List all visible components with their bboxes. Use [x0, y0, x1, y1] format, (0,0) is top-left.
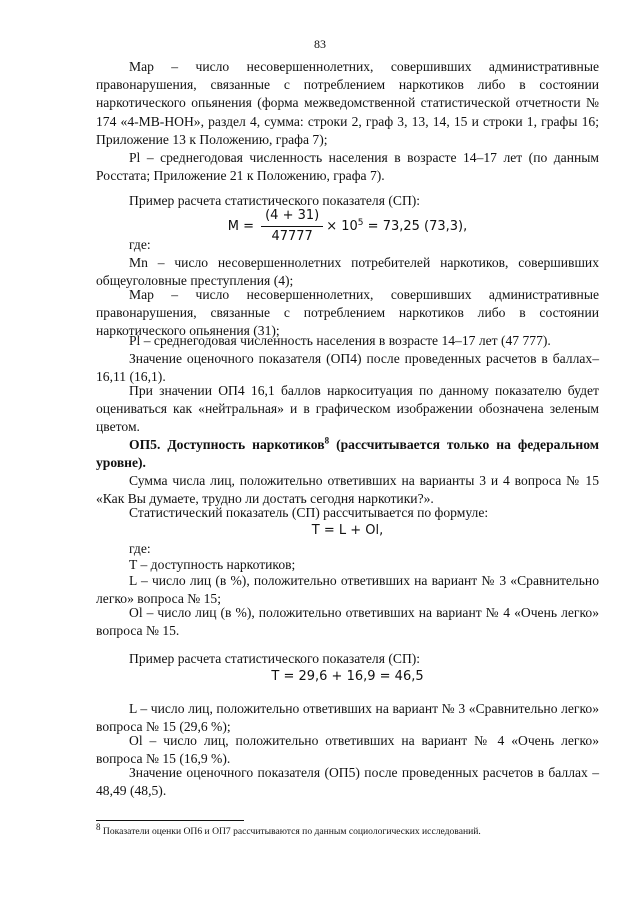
op4-conclusion: При значении ОП4 16,1 баллов наркоситуация по данному показателю будет оцениваться как «нейтральная» и в графическом изображении обозначена зеленым цветом. [96, 383, 599, 435]
footnote-marker: 8 [96, 821, 101, 832]
pl-definition: Pl – среднегодовая численность населения в возрасте 14–17 лет (по данным Росстата; Приложение 21 к Положению, графа 7). [96, 150, 599, 184]
page-number: 83 [314, 37, 326, 51]
op5-where-label: где: [129, 541, 151, 556]
footnote-separator [96, 820, 244, 821]
mn-definition: Mn – число несовершеннолетних потребителей наркотиков, совершивших общеуголовные преступления (4); [96, 255, 599, 289]
op5-formula-intro: Статистический показатель (СП) рассчитывается по формуле: [129, 505, 489, 520]
formula-exponent: 5 [357, 217, 364, 228]
map-definition: Мар – число несовершеннолетних, совершивших административные правонарушения, связанные с потреблением наркотиков либо в состоянии наркотического опьянения (форма межведомственной статистической отчетности № 174 «4-МВ-НОН», раздел 4, сумма: строки 2, граф 3, 13, 14, 15 и строки 1, графы 16; Приложение 13 к Положению, графа 7); [96, 59, 599, 147]
formula-t: T = L + Ol, [311, 523, 384, 538]
formula-result: = 73,25 (73,3), [363, 219, 468, 235]
ol-definition: Ol – число лиц (в %), положительно ответивших на вариант № 4 «Очень легко» вопроса № 15. [96, 605, 599, 639]
op5-example-title: Пример расчета статистического показателя (СП): [129, 651, 421, 666]
where-label: где: [129, 237, 151, 252]
l-definition: L – число лиц (в %), положительно ответивших на вариант № 3 «Сравнительно легко» вопроса № 15; [96, 573, 599, 607]
formula-times: × 10 [326, 219, 358, 235]
footnote-ref: 8 [324, 435, 330, 446]
pl-example-definition: Pl – среднегодовая численность населения в возрасте 14–17 лет (47 777). [129, 333, 551, 348]
footnote [96, 821, 601, 838]
ol-example-definition: Ol – число лиц, положительно ответивших на вариант № 4 «Очень легко» вопроса № 15 (16,9 %). [96, 733, 599, 767]
op5-heading-tail: (рассчитывается только на федеральном уровне). [96, 437, 599, 471]
op5-example-formula: T = 29,6 + 16,9 = 46,5 [271, 669, 424, 684]
op5-value: Значение оценочного показателя (ОП5) после проведенных расчетов в баллах – 48,49 (48,5). [96, 765, 599, 799]
op4-value: Значение оценочного показателя (ОП4) после проведенных расчетов в баллах– 16,11 (16,1). [96, 351, 599, 385]
formula-denominator: 47777 [271, 229, 313, 245]
l-example-definition: L – число лиц, положительно ответивших на вариант № 3 «Сравнительно легко» вопроса № 15 (29,6 %); [96, 701, 599, 735]
op5-heading [96, 436, 599, 472]
op5-sum-description: Сумма числа лиц, положительно ответивших на варианты 3 и 4 вопроса № 15 «Как Вы думаете, трудно ли достать сегодня наркотики?». [96, 473, 599, 507]
formula-numerator: (4 + 31) [261, 207, 323, 227]
t-definition: T – доступность наркотиков; [129, 557, 296, 572]
map-example-definition: Мар – число несовершеннолетних, совершивших административные правонарушения, связанные с потреблением наркотиков либо в состоянии наркотического опьянения (31); [96, 287, 599, 339]
op5-heading-text: ОП5. Доступность наркотиков [129, 437, 325, 452]
example-title: Пример расчета статистического показателя (СП): [129, 193, 421, 208]
formula-lhs: M = [227, 219, 259, 235]
footnote-text: Показатели оценки ОП6 и ОП7 рассчитываются по данным социологических исследований. [100, 826, 481, 837]
